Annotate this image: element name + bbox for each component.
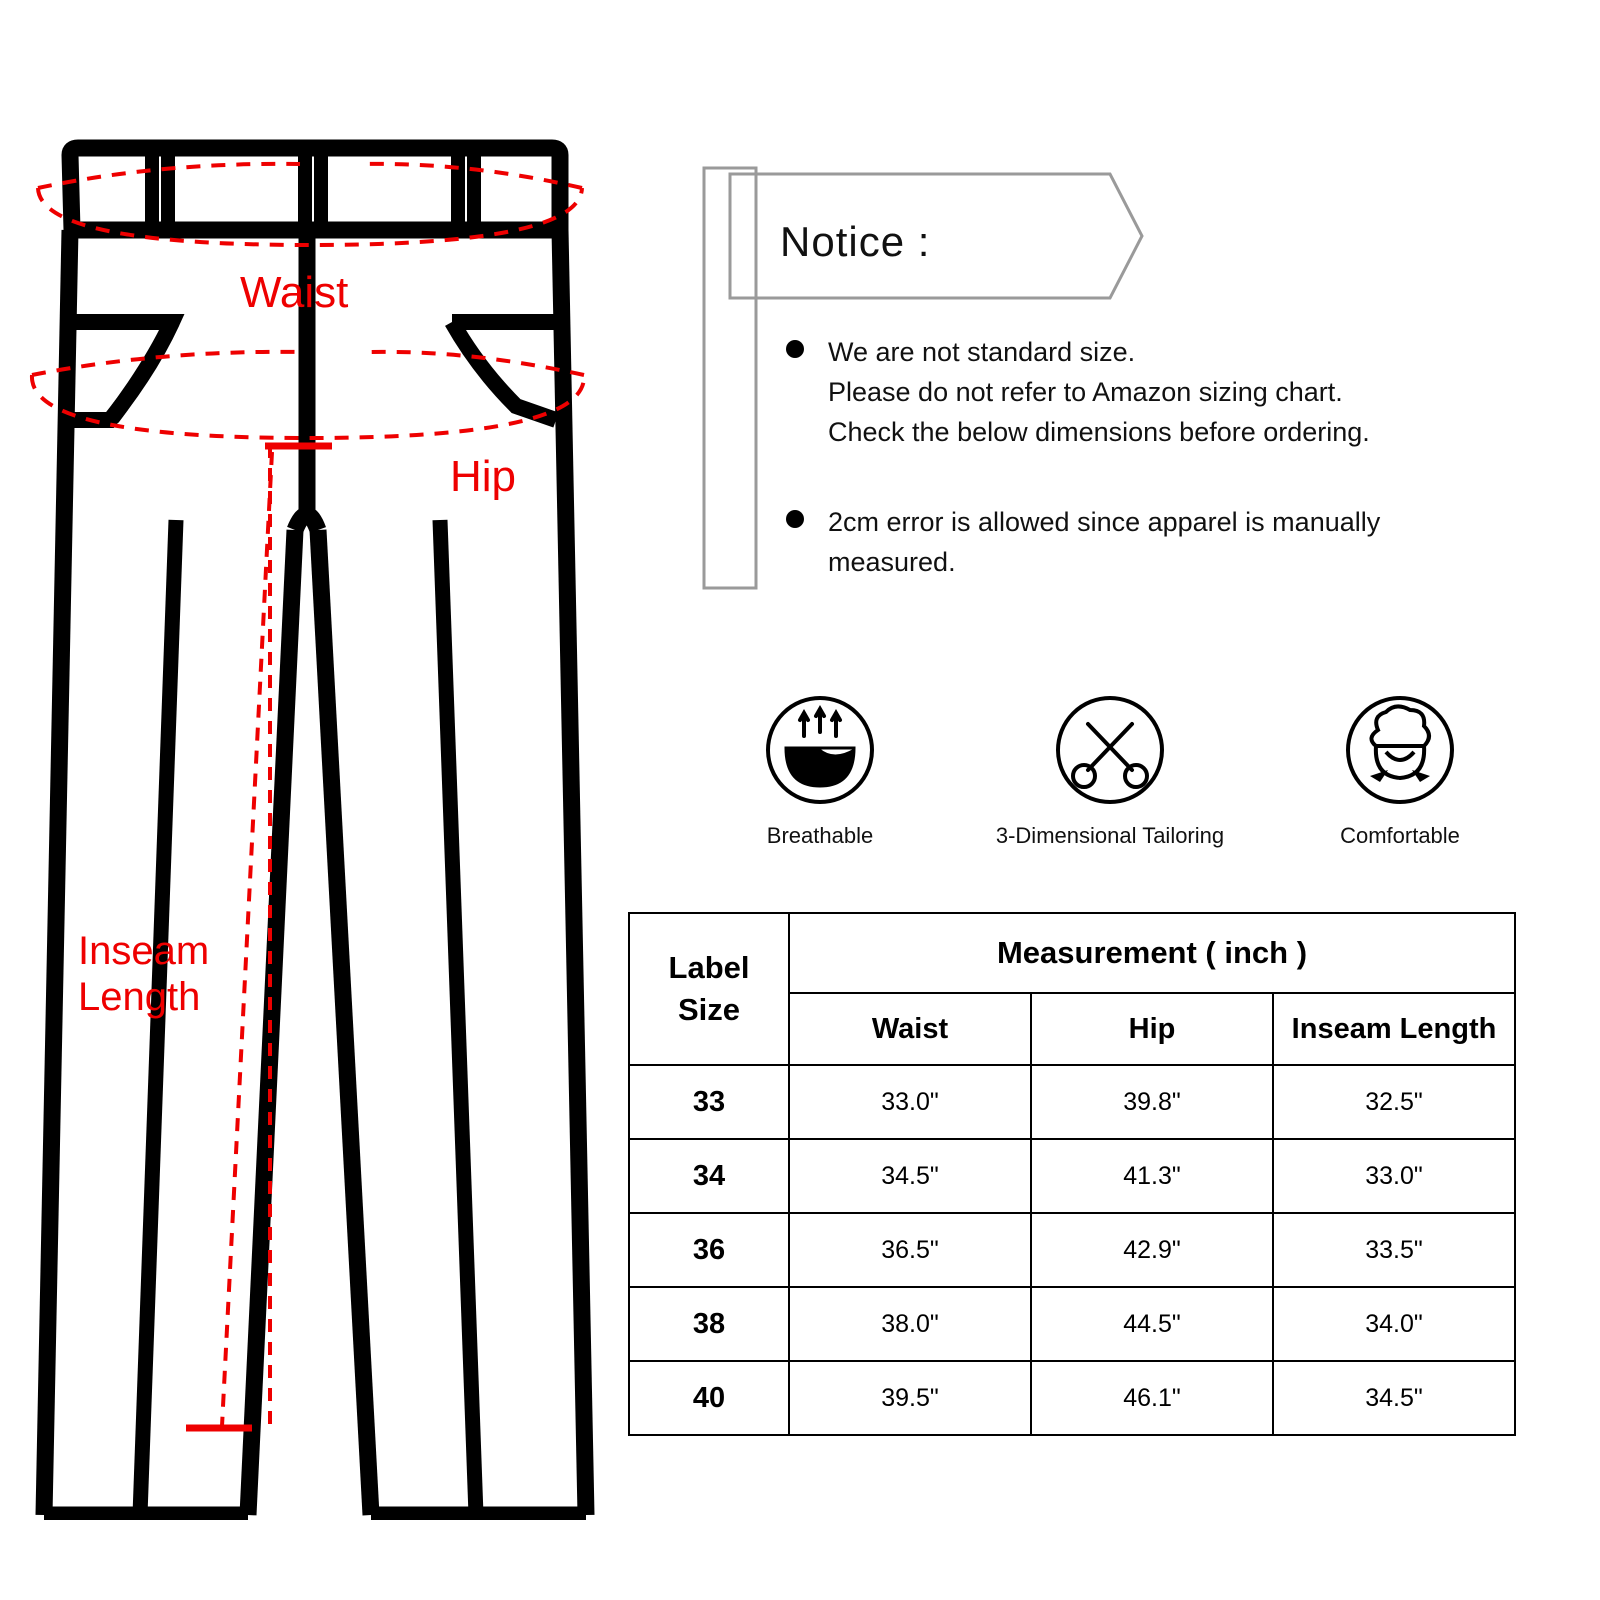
- feature-caption: Comfortable: [1340, 823, 1460, 848]
- measurement-header: Measurement ( inch ): [789, 913, 1515, 993]
- comfortable-icon: [1340, 690, 1460, 810]
- bullet-icon: [786, 340, 804, 358]
- cell-size: 36: [629, 1213, 789, 1287]
- cell-hip: 44.5": [1031, 1287, 1273, 1361]
- feature-comfortable: [1270, 690, 1530, 860]
- label-size-line1: Label: [668, 950, 750, 985]
- notice-line: measured.: [828, 547, 956, 577]
- cell-waist: 38.0": [789, 1287, 1031, 1361]
- column-header-waist: Waist: [789, 993, 1031, 1065]
- cell-inseam: 33.5": [1273, 1213, 1515, 1287]
- cell-inseam: 34.5": [1273, 1361, 1515, 1435]
- inseam-label-line2: Length: [78, 975, 201, 1019]
- table-header-row: [629, 913, 1515, 993]
- cell-inseam: 34.0": [1273, 1287, 1515, 1361]
- table-row: [629, 1287, 1515, 1361]
- notice-line: We are not standard size.: [828, 337, 1136, 367]
- notice-item: [786, 332, 1546, 452]
- notice-title: Notice :: [780, 218, 931, 265]
- cell-waist: 33.0": [789, 1065, 1031, 1139]
- bullet-icon: [786, 510, 804, 528]
- cell-hip: 46.1": [1031, 1361, 1273, 1435]
- feature-breathable: [690, 690, 950, 860]
- cell-waist: 34.5": [789, 1139, 1031, 1213]
- cell-size: 33: [629, 1065, 789, 1139]
- notice-item: [786, 502, 1546, 582]
- table-row: [629, 1361, 1515, 1435]
- pants-diagram: [0, 100, 630, 1520]
- inseam-length-label: [78, 928, 209, 1020]
- feature-tailoring: [980, 690, 1240, 860]
- size-chart-table: [628, 912, 1516, 1436]
- cell-waist: 39.5": [789, 1361, 1031, 1435]
- table-row: [629, 1065, 1515, 1139]
- feature-caption: Breathable: [766, 823, 874, 848]
- cell-hip: 42.9": [1031, 1213, 1273, 1287]
- column-header-hip: Hip: [1031, 993, 1273, 1065]
- cell-waist: 36.5": [789, 1213, 1031, 1287]
- hip-label: Hip: [450, 452, 517, 501]
- column-header-inseam: Inseam Length: [1273, 993, 1515, 1065]
- cell-size: 34: [629, 1139, 789, 1213]
- cell-inseam: 32.5": [1273, 1065, 1515, 1139]
- label-size-header: [629, 913, 789, 1065]
- cell-size: 40: [629, 1361, 789, 1435]
- table-row: [629, 1139, 1515, 1213]
- label-size-line2: Size: [677, 992, 741, 1027]
- breathable-icon: [760, 690, 880, 810]
- cell-inseam: 33.0": [1273, 1139, 1515, 1213]
- feature-caption: 3-Dimensional Tailoring: [995, 823, 1225, 848]
- notice-line: 2cm error is allowed since apparel is manually: [828, 507, 1381, 537]
- cell-size: 38: [629, 1287, 789, 1361]
- table-row: [629, 1213, 1515, 1287]
- inseam-label-line1: Inseam: [78, 929, 210, 973]
- notice-section: [690, 160, 1550, 600]
- notice-line: Please do not refer to Amazon sizing chart.: [828, 377, 1343, 407]
- cell-hip: 39.8": [1031, 1065, 1273, 1139]
- notice-line: Check the below dimensions before ordering.: [828, 417, 1370, 447]
- feature-icons: [690, 690, 1530, 860]
- waist-label: Waist: [240, 268, 349, 317]
- scissors-icon: [1050, 690, 1170, 810]
- cell-hip: 41.3": [1031, 1139, 1273, 1213]
